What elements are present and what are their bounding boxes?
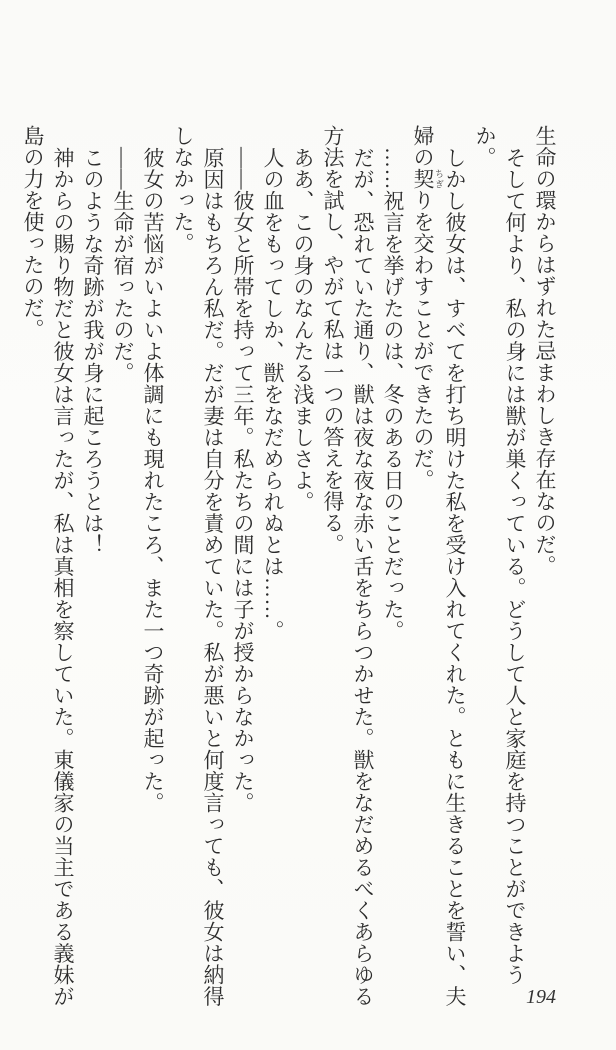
paragraph: 原因はもちろん私だ。だが妻は自分を責めていた。私が悪いと何度言っても、彼女は納得しなかった。 <box>171 125 225 1007</box>
paragraph: だが、恐れていた通り、獣は夜な夜な赤い舌をちらつかせた。獣をなだめるべくあらゆる方法を試し、やがて私は一つの答えを得る。 <box>321 125 375 1007</box>
paragraph: 神からの賜り物だと彼女は言ったが、私は真相を察していた。東儀家の当主である義妹が島の力を使ったのだ。 <box>21 125 75 1007</box>
paragraph: ああ、この身のなんたる浅ましさよ。 <box>291 146 315 512</box>
vertical-text-block <box>18 125 560 1009</box>
paragraph: ――生命が宿ったのだ。 <box>111 146 135 383</box>
paragraph: 彼女の苦悩がいよいよ体調にも現れたころ、また一つ奇跡が起った。 <box>141 146 165 813</box>
paragraph: 生命の環からはずれた忌まわしき存在なのだ。 <box>533 125 557 577</box>
paragraph: しかし彼女は、すべてを打ち明けた私を受け入れてくれた。ともに生きることを誓い、夫婦の契 ちぎりを交わすことができたのだ。 <box>411 125 467 1007</box>
paragraph: 人の血をもってしか、獣をなだめられぬとは……。 <box>261 146 285 641</box>
paragraph: ――彼女と所帯を持って三年。私たちの間には子が授からなかった。 <box>231 146 255 813</box>
page-number: 194 <box>526 986 556 1008</box>
ruby-annotated-text: 契 ちぎ <box>411 168 444 190</box>
paragraph: ……祝言を挙げたのは、冬のある日のことだった。 <box>381 146 405 641</box>
paragraph: そして何より、私の身には獣が巣くっている。どうして人と家庭を持つことができようか。 <box>473 125 527 985</box>
paragraph: このような奇跡が我が身に起ころうとは！ <box>81 146 105 555</box>
